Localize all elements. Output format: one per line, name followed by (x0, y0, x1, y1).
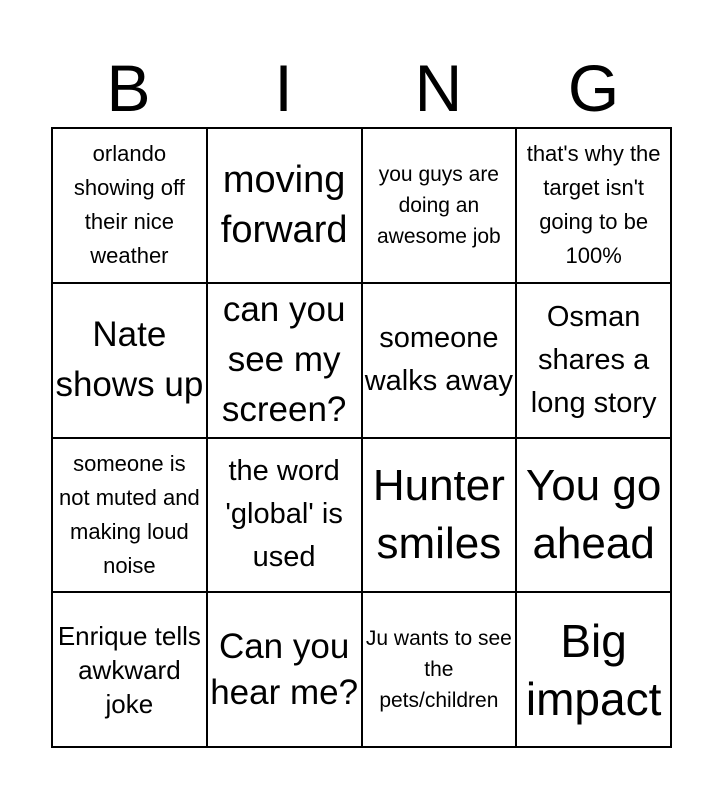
bingo-cell[interactable] (208, 439, 363, 594)
header-letter-g: G (567, 51, 620, 125)
bingo-cell-text: You go ahead (525, 460, 662, 568)
bingo-cell-text: that's why the target isn't going to be 100% (526, 141, 661, 269)
bingo-header (51, 48, 671, 128)
bingo-cell[interactable] (363, 284, 518, 439)
bingo-cell[interactable] (363, 129, 518, 284)
bingo-cell-text: you guys are doing an awesome job (377, 162, 501, 248)
bingo-cell[interactable] (53, 593, 208, 748)
bingo-card-grid (51, 127, 672, 748)
bingo-cell[interactable] (53, 284, 208, 439)
bingo-cell-text: someone is not muted and making loud noise (59, 450, 200, 578)
bingo-cell[interactable] (208, 593, 363, 748)
bingo-cell-text: can you see my screen? (221, 290, 347, 430)
bingo-cell-text: moving forward (220, 159, 348, 252)
bingo-cell-text: someone walks away (364, 322, 514, 398)
bingo-cell[interactable] (208, 284, 363, 439)
bingo-cell-text: Can you hear me? (210, 626, 359, 712)
bingo-cell[interactable] (208, 129, 363, 284)
bingo-cell[interactable] (363, 439, 518, 594)
bingo-cell-text: Hunter smiles (372, 460, 505, 568)
bingo-cell-text: the word 'global' is used (225, 455, 343, 574)
bingo-cell[interactable] (517, 284, 672, 439)
bingo-cell[interactable] (53, 439, 208, 594)
bingo-cell-text: Osman shares a long story (530, 300, 657, 419)
bingo-cell-text: Enrique tells awkward joke (57, 620, 201, 719)
header-letter-b: B (106, 51, 151, 125)
bingo-cell[interactable] (517, 129, 672, 284)
bingo-cell[interactable] (517, 593, 672, 748)
bingo-cell[interactable] (53, 129, 208, 284)
bingo-cell[interactable] (517, 439, 672, 594)
bingo-cell-text: Ju wants to see the pets/children (365, 627, 512, 713)
header-letter-i: I (274, 51, 293, 125)
bingo-cell[interactable] (363, 593, 518, 748)
bingo-cell-text: Big impact (525, 614, 662, 725)
bingo-cell-text: Nate shows up (55, 315, 204, 405)
bingo-cell-text: orlando showing off their nice weather (73, 141, 185, 269)
header-letter-n: N (414, 51, 463, 125)
